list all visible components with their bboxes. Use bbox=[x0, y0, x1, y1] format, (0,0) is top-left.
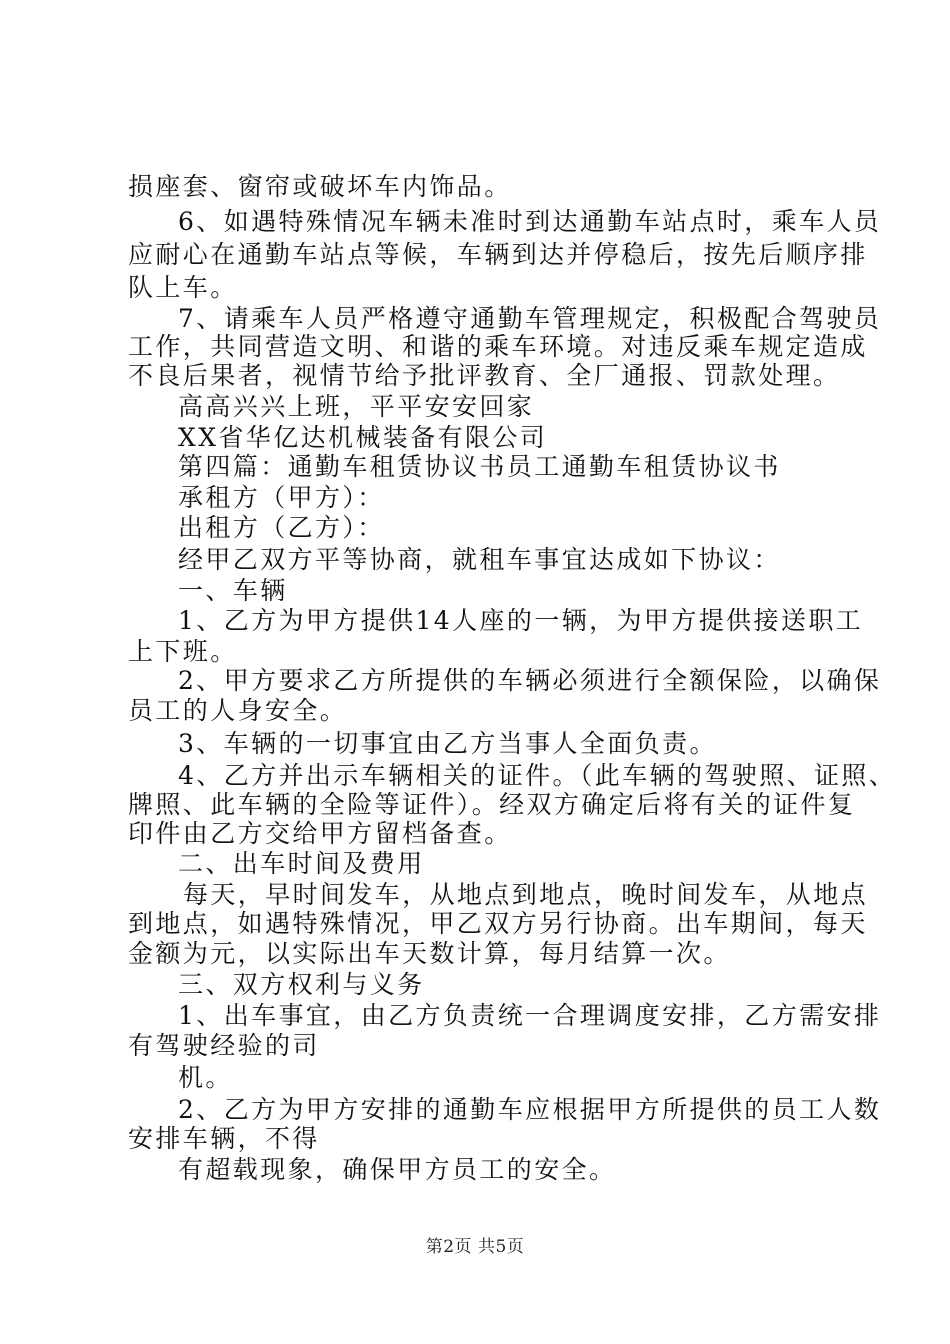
text-line: 牌照、此车辆的全险等证件）。经双方确定后将有关的证件复 bbox=[128, 790, 856, 819]
text-line: 有驾驶经验的司 bbox=[128, 1031, 320, 1060]
text-line: 金额为元，以实际出车天数计算，每月结算一次。 bbox=[128, 939, 731, 968]
text-line: 1、出车事宜，由乙方负责统一合理调度安排，乙方需安排 bbox=[178, 1001, 882, 1030]
text-line: 二、出车时间及费用 bbox=[178, 849, 425, 878]
text-line: 7、请乘车人员严格遵守通勤车管理规定，积极配合驾驶员 bbox=[178, 304, 882, 333]
text-line: 不良后果者，视情节给予批评教育、全厂通报、罚款处理。 bbox=[128, 361, 841, 390]
text-line: 有超载现象，确保甲方员工的安全。 bbox=[178, 1155, 617, 1184]
text-line: 印件由乙方交给甲方留档备查。 bbox=[128, 819, 512, 848]
text-line: XX省华亿达机械装备有限公司 bbox=[178, 423, 548, 452]
text-line: 安排车辆，不得 bbox=[128, 1124, 320, 1153]
text-line: 2、乙方为甲方安排的通勤车应根据甲方所提供的员工人数 bbox=[178, 1095, 882, 1124]
text-line: 到地点，如遇特殊情况，甲乙双方另行协商。出车期间，每天 bbox=[128, 909, 868, 938]
text-line: 一、车辆 bbox=[178, 576, 288, 605]
page-number-footer: 第2页 共5页 bbox=[425, 1237, 525, 1257]
text-line: 机。 bbox=[178, 1063, 233, 1092]
text-line: 工作，共同营造文明、和谐的乘车环境。对违反乘车规定造成 bbox=[128, 332, 868, 361]
text-line: 承租方（甲方）： bbox=[178, 483, 385, 512]
text-line: 经甲乙双方平等协商，就租车事宜达成如下协议： bbox=[178, 545, 781, 574]
text-line: 应耐心在通勤车站点等候，车辆到达并停稳后，按先后顺序排 bbox=[128, 240, 868, 269]
text-line: 1、乙方为甲方提供14人座的一辆，为甲方提供接送职工 bbox=[178, 606, 864, 635]
text-line: 2、甲方要求乙方所提供的车辆必须进行全额保险，以确保 bbox=[178, 666, 882, 695]
text-line: 4、乙方并出示车辆相关的证件。（此车辆的驾驶照、证照、 bbox=[178, 761, 897, 790]
text-line: 6、如遇特殊情况车辆未准时到达通勤车站点时，乘车人员 bbox=[178, 207, 882, 236]
text-line: 员工的人身安全。 bbox=[128, 696, 348, 725]
text-line: 每天，早时间发车，从地点到地点，晚时间发车，从地点 bbox=[183, 880, 869, 909]
text-line: 3、车辆的一切事宜由乙方当事人全面负责。 bbox=[178, 729, 717, 758]
text-line: 三、双方权利与义务 bbox=[178, 970, 425, 999]
text-line: 损座套、窗帘或破坏车内饰品。 bbox=[128, 172, 512, 201]
text-line: 高高兴兴上班，平平安安回家 bbox=[178, 392, 535, 421]
text-line: 第四篇：通勤车租赁协议书员工通勤车租赁协议书 bbox=[178, 452, 781, 481]
text-line: 上下班。 bbox=[128, 637, 238, 666]
text-line: 出租方（乙方）： bbox=[178, 513, 385, 542]
text-line: 队上车。 bbox=[128, 273, 238, 302]
